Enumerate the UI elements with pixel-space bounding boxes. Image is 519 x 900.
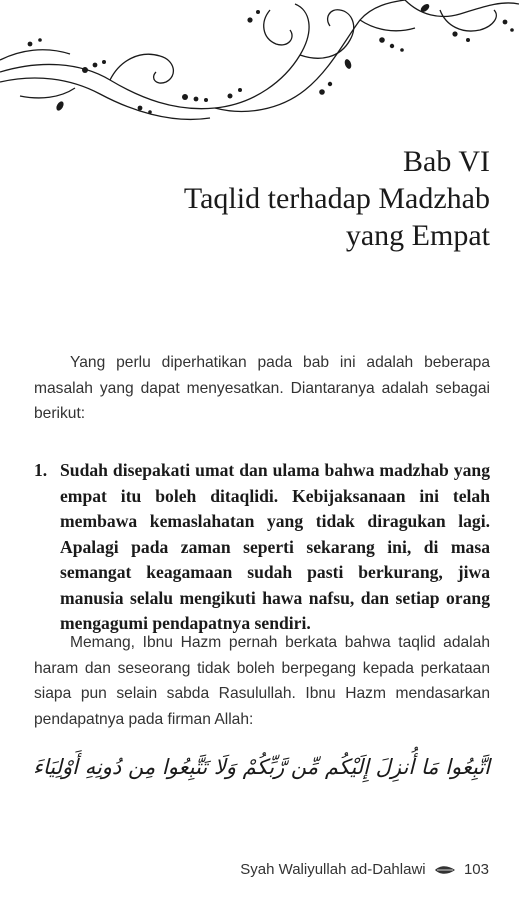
chapter-number: Bab VI bbox=[403, 145, 490, 178]
paragraph: Memang, Ibnu Hazm pernah berkata bahwa taqlid adalah haram dan seseorang tidak boleh berpegang kepada perkataan siapa pun selain sabda Rasulullah. Ibnu Hazm mendasarkan pendapatnya pada firman Allah: bbox=[34, 634, 490, 728]
list-item-number: 1. bbox=[34, 460, 48, 480]
chapter-title-line-2: yang Empat bbox=[345, 219, 490, 252]
list-item-text: Sudah disepakati umat dan ulama bahwa madzhab yang empat itu boleh ditaqlidi. Kebijaksanaan ini telah membawa kemaslahatan yang tidak diragukan lagi. Apalagi pada zaman seperti sekarang ini, di masa semangat keagamaan sudah pasti berkurang, jiwa manusia selalu mengikuti hawa nafsu, dan setiap orang mengagumi pendapatnya sendiri. bbox=[60, 460, 490, 633]
list-item bbox=[34, 458, 490, 637]
leaf-ornament-icon bbox=[434, 864, 456, 876]
intro-paragraph: Yang perlu diperhatikan pada bab ini adalah beberapa masalah yang dapat menyesatkan. Diantaranya adalah sebagai berikut: bbox=[34, 354, 490, 422]
page-footer bbox=[240, 861, 489, 878]
arabic-verse: اتَّبِعُوا مَا أُنزِلَ إِلَيْكُم مِّن رَّبِّكُمْ وَلَا تَتَّبِعُوا مِن دُونِهِ أَوْلِيَاءَ bbox=[33, 755, 490, 779]
page-number: 103 bbox=[463, 861, 489, 878]
chapter-title-line-1: Taqlid terhadap Madzhab bbox=[183, 182, 490, 215]
numbered-list bbox=[34, 458, 490, 637]
floral-ornament-decoration bbox=[0, 0, 519, 130]
footer-author: Syah Waliyullah ad-Dahlawi bbox=[240, 861, 426, 878]
chapter-title bbox=[184, 143, 490, 254]
